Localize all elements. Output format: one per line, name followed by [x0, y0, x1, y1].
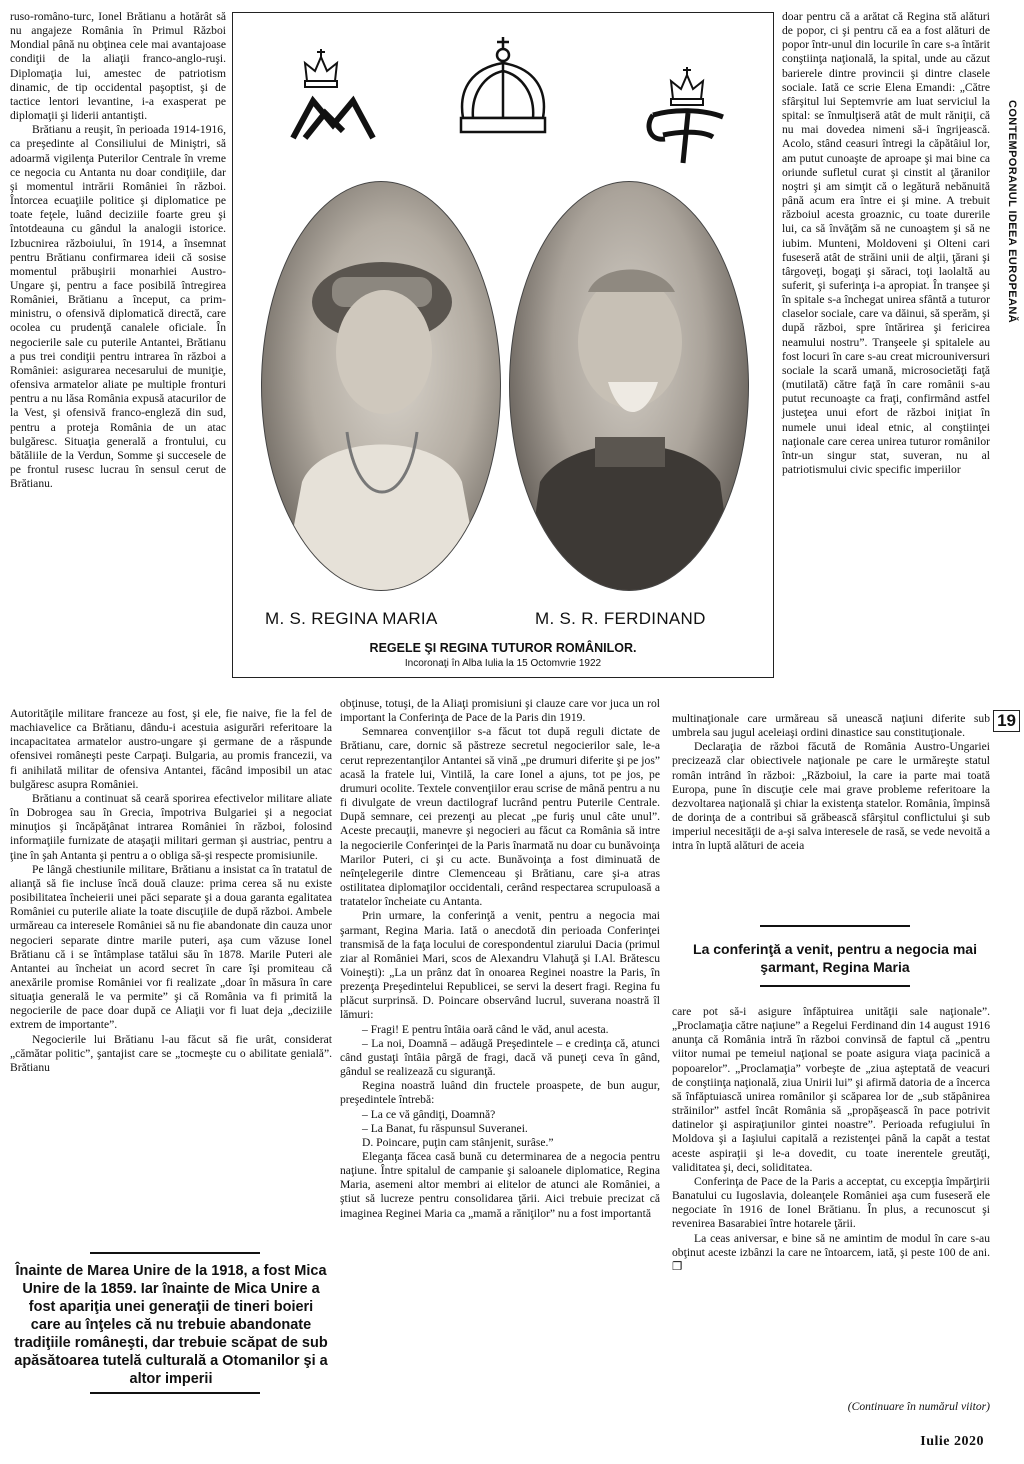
column-3-bottom — [672, 1005, 990, 1274]
paragraph: Regina noastră luând din fructele proaspete, de bun augur, preşedintele întrebă: — [340, 1079, 660, 1107]
pull-quote-right-bottom-rule — [760, 985, 910, 987]
monogram-f-icon — [649, 111, 723, 163]
paragraph: ruso-româno-turc, Ionel Brătianu a hotărât să nu angajeze România în Primul Război Mondial până nu obţinea cele mai avantajoase condiţii de la aliaţii franco-anglo-ruşi. Diplomaţia lui, amestec de patriotism dinamic, de tip occidental paşoptist, şi de tactice lentori levantine, i-a exasperat pe diplomaţii şi liderii antantişti. — [10, 10, 226, 123]
paragraph: Conferinţa de Pace de la Paris a acceptat, cu excepţia împărţirii Banatului cu Iugoslavia, doleanţele României aşa cum fuseseră ele negociate în 1916 de Ionel Brătianu. În plus, a recunoscut şi revenirea Basarabiei între hotarele ţării. — [672, 1174, 990, 1231]
monogram-m-icon — [293, 101, 373, 138]
paragraph: Semnarea convenţiilor s-a făcut tot după reguli dictate de Brătianu, care, dornic să păstreze secretul negocierilor sale, le-a cerut reprezentanţilor Antantei să vină „pe drumuri diferite şi pe jos” acasă la fratele lui, Vintilă, la care Ionel a ajuns, tot pe jos, pe drumuri ocolite. Textele convenţiilor erau scrise de mână pentru a nu fi divulgate de vreun dactilograf lucrând pentru Puterile Centrale. După semnare, cei prezenţi au plecat „pe furiş unul câte unul”. Aceste precauţii, manevre şi negocieri au făcut ca România să intre la negocierile Conferinţei de la Paris înarmată nu doar cu bunăvoinţa Marilor Puteri, ci şi cu acte. Bunăvoinţa a fost diminuată de neînţelegerile dintre Clemenceau şi Brătianu, care şi-a atras ostilitatea diplomaţilor occidentali, cerând respectarea scrupuloasă a tratatelor încheiate cu Antanta. — [340, 725, 660, 909]
paragraph: Declaraţia de război făcută de România Austro-Ungariei precizează clar obiectivele naţionale pe care le urmăreşte statul român intrând în război: „Războiul, la care ia parte mai toată Europa, pune în discuţie cele mai grave probleme referitoare la dezvoltarea naţională şi chiar la existenţa statelor. România, împinsă de dorinţa de a contribui să grăbească sfârşitul conflictului şi sub imperiul necesităţii de a-şi salva interesele de rasă, se vede nevoită a intra în luptă alături de aceia — [672, 740, 990, 853]
paragraph: Eleganţa făcea casă bună cu determinarea de a negocia pentru naţiune. Între spitalul de campanie şi saloanele diplomatice, Regina Maria, asemeni altor membri ai elitelor de atunci ale României, a ştiut să lucreze pentru consolidarea ţării. Aici trebuie precizat că imaginea Reginei Maria ca „mamă a răniţilor” nu a fost importantă — [340, 1150, 660, 1220]
page-number: 19 — [993, 710, 1020, 732]
continuation-text: (Continuare în numărul viitor) — [847, 1400, 990, 1413]
caption-queen-name: M. S. REGINA MARIA — [265, 609, 438, 628]
paragraph: Prin urmare, la conferinţă a venit, pentru a negocia mai şarmant, Regina Maria. Iată o anecdotă din perioada Conferinţei transmisă de la faţa locului de corespondentul ziarului Dacia (primul ziar al României Mari, scos de Alexandru Vlahuţă şi I.Al. Brătescu Voineşti): „La un prânz dat în onoarea Reginei noastre la Paris, în prezenţa Preşedintelui Republicei, se servi la desert fragi. Regina fu plăcut surprinsă. D. Poincare observând lucrul, suverana noastră îl lămuri: — [340, 909, 660, 1022]
publication-sidebar-title: CONTEMPORANUL IDEEA EUROPEANĂ — [1006, 100, 1018, 324]
pull-quote-left: Înainte de Marea Unire de la 1918, a fost Mica Unire de la 1859. Iar înainte de Mica Unire a fost apariţia unei generaţii de tineri boieri care au înţeles că nu trebuie abandonate tradiţiile româneşti, dar trebuie scăpat de sub apăsătoarea tutelă culturală a Otomanilor şi a altor imperii — [14, 1263, 328, 1387]
caption-subtitle: REGELE ŞI REGINA TUTUROR ROMÂNILOR. — [369, 641, 637, 655]
portrait-king-ferdinand — [509, 181, 749, 591]
portrait-queen-maria — [261, 181, 501, 591]
paragraph: – Fragi! E pentru întâia oară când le văd, anul acesta. — [362, 1022, 609, 1036]
queen-silhouette — [262, 182, 500, 590]
caption-king-name: M. S. R. FERDINAND — [535, 609, 706, 628]
paragraph: care pot să-i asigure înfăptuirea unităţii sale naţionale”. „Proclamaţia către naţiune” a Regelui Ferdinand din 14 august 1916 anunţa că România intră în război convinsă de faptul că „pentru viitor numai pe temeiul naţional se poate asigura viaţa pacinică a popoarelor”. „Proclamaţia” vorbeşte de „ziua aşteptată de veacuri de conştiinţa naţională, ziua Unirii lui” şi afirmă datoria de a încerca să înfăptuiască unirea românilor şi scăparea lor de „sub stăpânirea străinilor” astfel încât România să „propăşească în pace potrivit datinelor şi aspiraţiunilor gintei noastre”. Perioada refugiului în Moldova şi a Iaşiului capitală a rezistenţei până la capăt a testat aceste aspiraţii şi le-a dovedit, cu toate inerentele greutăţi, validitatea şi, deci, soliditatea. — [672, 1005, 990, 1174]
paragraph: D. Poincare, puţin cam stânjenit, surâse.” — [362, 1135, 554, 1149]
royal-crown-icon — [461, 37, 545, 132]
pull-quote-right-top-rule — [760, 925, 910, 927]
paragraph: La ceas aniversar, e bine să ne amintim de modul în care s-au obţinut aceste izbânzi la care ne întoarcem, iată, şi peste 100 de ani. ❐ — [672, 1231, 990, 1273]
royal-portrait-figure — [232, 12, 774, 678]
footer-date: Iulie 2020 — [920, 1434, 984, 1449]
paragraph: Negocierile lui Brătianu l-au făcut să fie urât, considerat „cămătar politic”, şantajist care se „tocmeşte cu o abilitate genială”. Brătianu — [10, 1032, 332, 1074]
caption-coronation: Incoronaţi în Alba Iulia la 15 Octomvrie 1922 — [404, 658, 602, 669]
pull-quote-right: La conferinţă a venit, pentru a negocia mai şarmant, Regina Maria — [693, 941, 977, 975]
crown-monogram-graphics — [233, 13, 773, 183]
paragraph: – La Banat, fu răspunsul Suveranei. — [362, 1121, 528, 1135]
column-2 — [340, 697, 660, 1221]
pull-quote-left-bottom-rule — [90, 1392, 260, 1394]
king-silhouette — [510, 182, 748, 590]
small-crown-right-icon — [671, 67, 703, 105]
continuation-note — [672, 1400, 990, 1414]
column-1-continued — [10, 707, 332, 1075]
column-1-top — [10, 10, 226, 491]
column-3-top — [782, 10, 990, 477]
paragraph: Brătianu a reuşit, în perioada 1914-1916, ca preşedinte al Consiliului de Miniştri, să adoarmă vigilenţa Puterilor Centrale în vreme ce negocia cu Antanta nu doar condiţiile, dar şi momentul intrării României în război. Întorcea ecuaţiile politice şi diplomatice pe toate feţele, luând deciziile foarte greu şi întotdeauna cu gândul la analogii istorice. Izbucnirea războiului, în 1914, a însemnat pentru Brătianu confirmarea ideii că sosise momentul prăbuşirii monarhiei Austro-Ungare şi, pentru a face posibilă întregirea României, Brătianu a început, ca prim-ministru, o ofensivă diplomatică directă, care ocolea cu prudenţă canalele oficiale. În negocierile sale cu puterile Antantei, Brătianu a pus trei condiţii pentru intrarea în război a României: asigurarea necesarului de muniţie, ofensiva armatelor aliate pe multiple fronturi pentru a nu lăsa România expusă atacurilor de la Vest, şi ofensivă franco-engleză din sud, pentru a proteja România de un atac bulgăresc. Situaţia generală a frontului, cu bătăliile de la Verdun, Somme şi succesele de pe frontul rusesc lucrau în sensul cerut de Brătianu. — [10, 123, 226, 491]
paragraph: Brătianu a continuat să ceară sporirea efectivelor militare aliate în Dobrogea sau în Grecia, împotriva Bulgariei şi a negociat minuţios şi încăpăţânat intrarea României în război, folosind informaţiile furnizate de ataşaţii militari german şi austriac, pentru a ţine în şah Antanta şi pentru a o obliga să-şi respecte promisiunile. — [10, 791, 332, 862]
paragraph: Autorităţile militare franceze au fost, şi ele, fie naive, fie la fel de machiavelice ca Brătianu, dându-i acestuia asigurări referitoare la incapacitatea armatelor austro-ungare şi germane de a răspunde ofensivei româneşti peste Carpaţi. Bulgaria, au promis francezii, va fi anihilată militar de ofensiva Antantei, făcând imposibil un atac bulgăresc asupra României. — [10, 707, 332, 791]
small-crown-left-icon — [305, 49, 337, 87]
column-3-continued — [672, 712, 990, 854]
paragraph: – La ce vă gândiţi, Doamnă? — [362, 1107, 496, 1121]
paragraph: Pe lângă chestiunile militare, Brătianu a insistat ca în tratatul de alianţă să fie incluse încă două clauze: prima cerea să nu existe posibilitatea încheierii unei păci separate şi a doua garanta egalitatea României cu puterile aliate la toate discuţiile de după război. Ambele urmăreau ca interesele României să nu fie abandonate din cauza unor negocieri separate dintre marile puteri, aşa cum văzuse Ionel Brătianu că i se întâmplase tatălui său în 1878. Marile Puteri ale Antantei au încheiat un acord secret în care îşi promiteau că anexările promise României vor fi realizate „doar în măsura în care situaţia generală le va permite” şi că România va fi primită la negocierile de pace doar după ce Aliaţii vor fi luat deja „deciziile extrem de importante”. — [10, 862, 332, 1032]
paragraph: multinaţionale care urmăreau să unească naţiuni diferite sub umbrela sau jugul aceleiaşi ordini dinastice sau constituţionale. — [672, 712, 990, 740]
paragraph: – La noi, Doamnă – adăugă Preşedintele – e credinţa că, atunci când gustaţi întâia pârgă de fragi, dacă vă puneţi ceva în gând, gândul se realizează cu siguranţă. — [340, 1036, 660, 1079]
paragraph: doar pentru că a arătat că Regina stă alături de popor, ci şi pentru că ea a fost alături de popor într-unul din locurile în care s-a întărit conştiinţa naţională, la spital, unde au căzut barierele dintre provincii şi dintre clasele sociale. Iată ce scrie Elena Emandi: „Către sfârşitul lui Septemvrie am luat serviciul la spital: se înmulţiseră atât de mult răniţii, că nu mai dovedea nimeni să-i îngrijească. Acolo, stând ceasuri întregi la căpătâiul lor, am putut cunoaşte de aproape şi mai bine ca oriunde sufletul curat şi cinstit al ţăranilor noştri şi am simţit că o legătură nebănuită până acum era între ei şi mine. A trebuit războiul acesta groaznic, cu toate durerile lui, ca să învăţăm să ne cunoaştem şi să ne iubim. Munteni, Moldoveni şi Olteni cari fuseseră atât de străini unii de alţii, ţărani şi târgoveţi, bogaţi şi săraci, toţi laolaltă au suferit, şi suferinţa i-a apropiat. În tranşee şi în spitale s-a închegat unirea sfântă a tuturor claselor sociale, care va dăinui, să sperăm, şi după război, spre întărirea şi fericirea neamului nostru”. Tranşeele şi spitalele au fost locuri în care s-au creat microuniversuri sociale la scară umană, microsocietăţi faţă (mutilată) către faţă în care românii s-au putut recunoaşte ca fraţi, confirmând astfel justeţea unui efort de război iniţiat în numele unui ideal etnic, al conştiinţei naţionale care cerea unirea tuturor românilor într-un singur stat, suveran, nu al patriotismului civic specific imperiilor — [782, 10, 990, 476]
paragraph: obţinuse, totuşi, de la Aliaţi promisiuni şi clauze care vor juca un rol important la Conferinţa de Pace de la Paris din 1919. — [340, 697, 660, 725]
pull-quote-left-top-rule — [90, 1252, 260, 1254]
